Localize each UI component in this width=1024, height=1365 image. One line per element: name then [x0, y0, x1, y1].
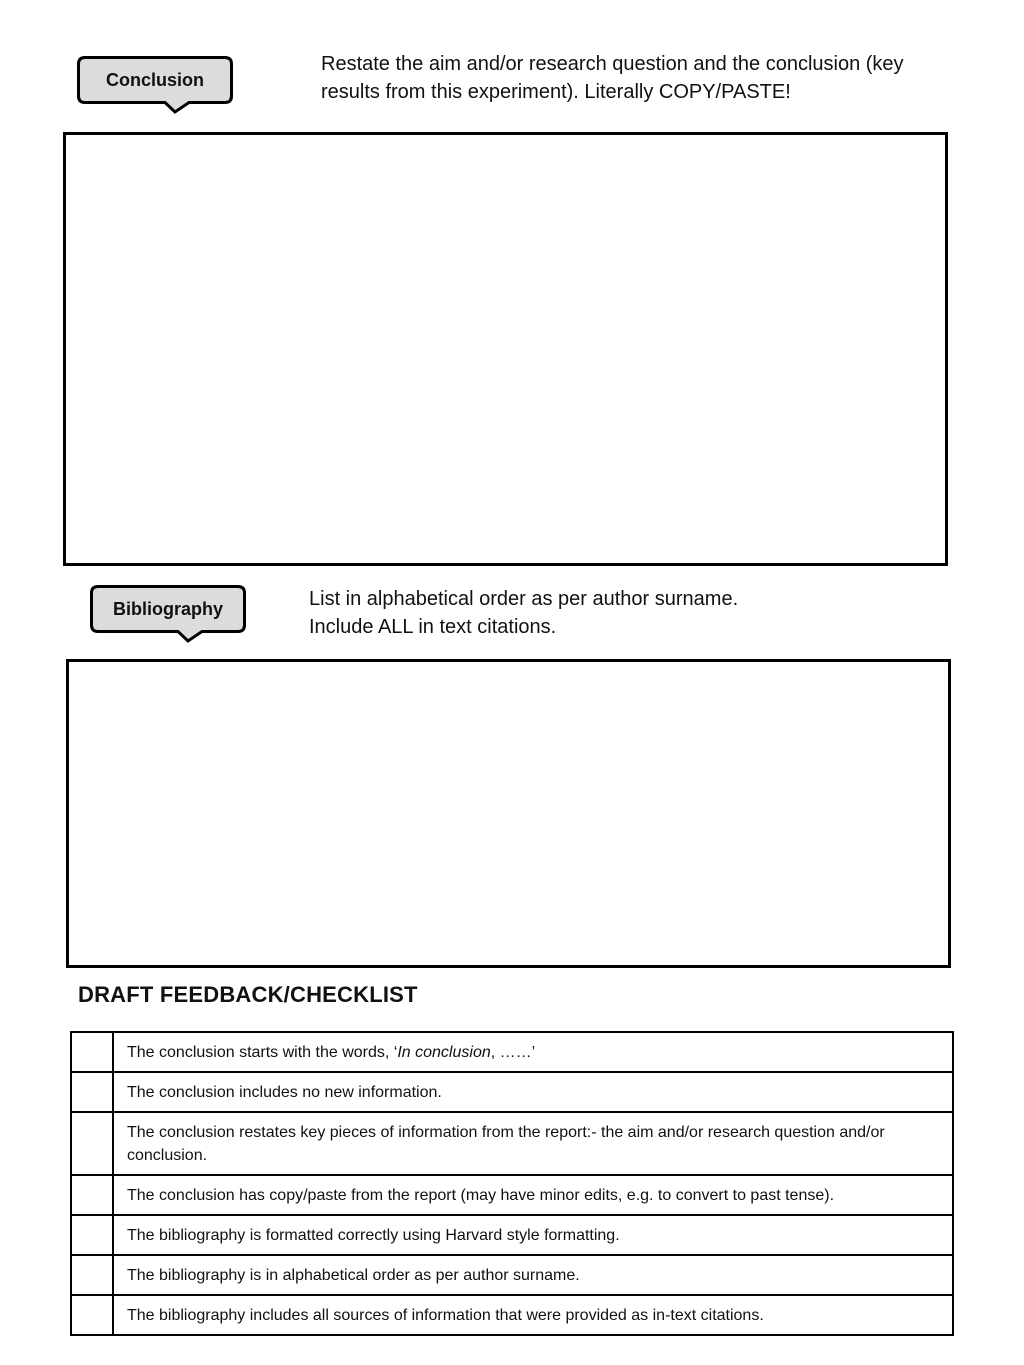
item-text: The conclusion starts with the words, ‘ — [127, 1044, 398, 1061]
checklist-table — [70, 1031, 954, 1336]
table-row — [71, 1215, 953, 1255]
bibliography-label: Bibliography — [112, 598, 223, 619]
tick-box[interactable] — [71, 1295, 113, 1335]
checklist-item: The conclusion has copy/paste from the report (may have minor edits, e.g. to convert to past tense). — [113, 1175, 953, 1215]
tick-box[interactable] — [71, 1215, 113, 1255]
instruction-line: Restate the aim and/or research question and the conclusion (key — [321, 53, 904, 75]
table-row — [71, 1072, 953, 1112]
checklist-item: The conclusion restates key pieces of information from the report:- the aim and/or research question and/or conclusion. — [113, 1112, 953, 1175]
instruction-line: results from this experiment). Literally COPY/PASTE! — [321, 81, 791, 103]
bibliography-instructions — [309, 585, 738, 641]
checklist-item — [113, 1032, 953, 1072]
tick-box[interactable] — [71, 1032, 113, 1072]
conclusion-answer-box[interactable] — [63, 132, 948, 566]
checklist-item: The bibliography is in alphabetical order as per author surname. — [113, 1255, 953, 1295]
instruction-line: Include ALL in text citations. — [309, 616, 557, 638]
conclusion-callout — [77, 56, 233, 104]
instruction-line: List in alphabetical order as per author surname. — [309, 588, 739, 610]
bibliography-answer-box[interactable] — [66, 659, 951, 968]
table-row — [71, 1255, 953, 1295]
item-italic-text: In conclusion — [397, 1044, 491, 1061]
checklist-item: The bibliography includes all sources of information that were provided as in-text citations. — [113, 1295, 953, 1335]
table-row — [71, 1032, 953, 1072]
tick-box[interactable] — [71, 1175, 113, 1215]
table-row — [71, 1295, 953, 1335]
table-row — [71, 1175, 953, 1215]
conclusion-instructions — [321, 50, 904, 106]
tick-box[interactable] — [71, 1112, 113, 1175]
checklist-item: The conclusion includes no new information. — [113, 1072, 953, 1112]
table-row — [71, 1112, 953, 1175]
tick-box[interactable] — [71, 1072, 113, 1112]
checklist-item: The bibliography is formatted correctly using Harvard style formatting. — [113, 1215, 953, 1255]
tick-box[interactable] — [71, 1255, 113, 1295]
conclusion-label: Conclusion — [106, 69, 204, 90]
bibliography-callout — [90, 585, 246, 633]
item-text: , ……’ — [490, 1044, 536, 1061]
checklist-heading: DRAFT FEEDBACK/CHECKLIST — [78, 982, 418, 1007]
